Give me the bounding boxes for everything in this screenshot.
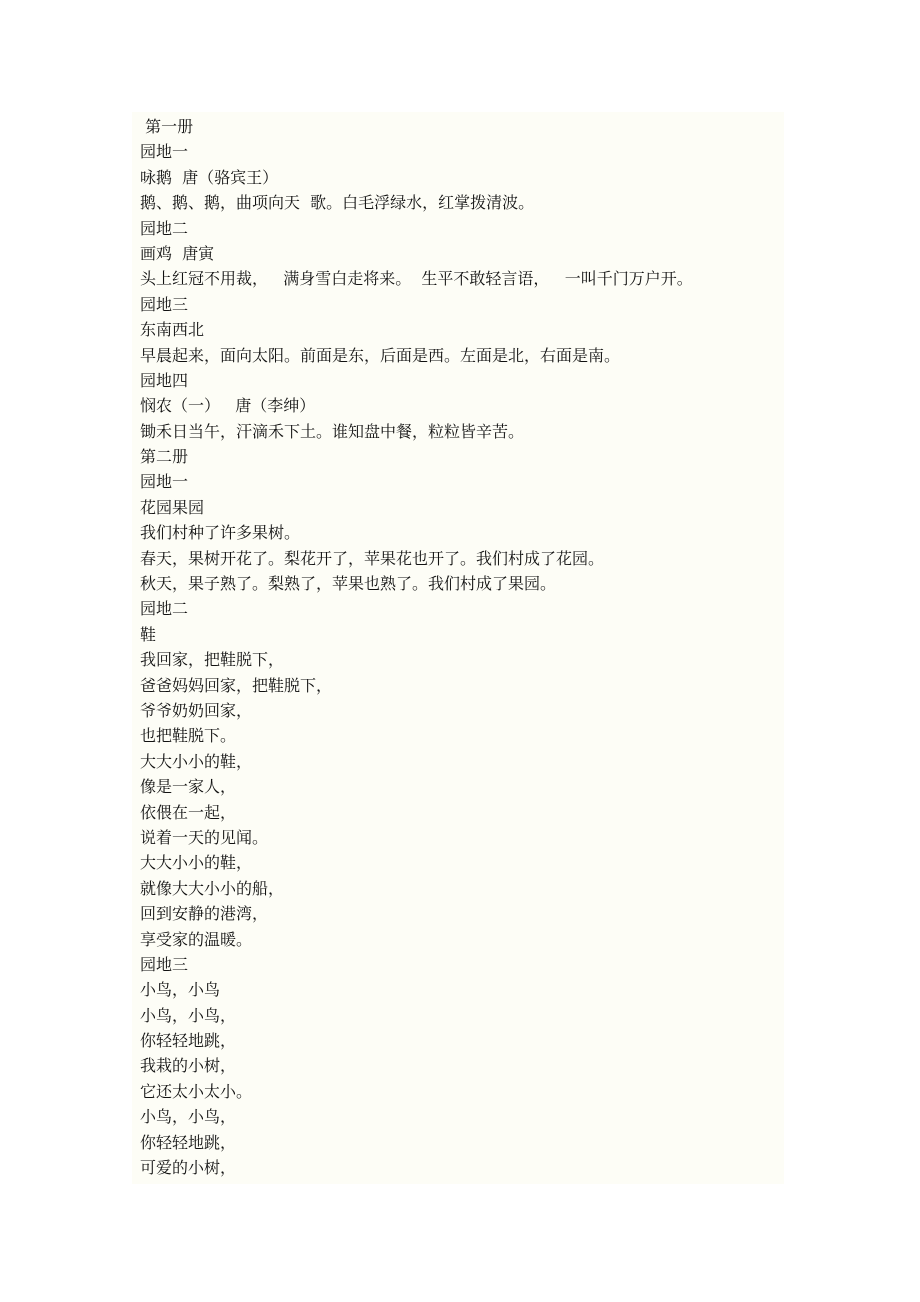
document-page — [132, 112, 784, 1184]
text-line: 小鸟，小鸟， — [140, 1005, 237, 1025]
text-line: 园地二 — [140, 218, 189, 238]
text-line: 鞋 — [140, 624, 157, 644]
text-line: 头上红冠不用裁， 满身雪白走将来。 生平不敢轻言语， 一叫千门万户开。 — [140, 269, 693, 289]
text-line: 园地三 — [140, 954, 189, 974]
text-line: 园地一 — [140, 142, 189, 162]
text-line: 小鸟，小鸟， — [140, 1107, 237, 1127]
text-line: 第一册 — [140, 117, 194, 136]
text-line: 依偎在一起， — [140, 802, 237, 822]
text-line: 锄禾日当午，汗滴禾下土。谁知盘中餐，粒粒皆辛苦。 — [140, 421, 525, 441]
text-line: 我们村种了许多果树。 — [140, 523, 301, 543]
text-line: 可爱的小树， — [140, 1158, 237, 1178]
text-line: 大大小小的鞋， — [140, 751, 253, 771]
text-line: 春天，果树开花了。梨花开了，苹果花也开了。我们村成了花园。 — [140, 548, 605, 568]
text-line: 你轻轻地跳， — [140, 1031, 237, 1051]
text-line: 像是一家人， — [140, 777, 237, 797]
text-line: 早晨起来，面向太阳。前面是东，后面是西。左面是北，右面是南。 — [140, 345, 621, 365]
text-line: 大大小小的鞋， — [140, 853, 253, 873]
text-line: 画鸡 唐寅 — [140, 243, 215, 263]
text-line: 你轻轻地跳， — [140, 1132, 237, 1152]
text-line: 我回家，把鞋脱下， — [140, 650, 285, 670]
text-line: 它还太小太小。 — [140, 1081, 253, 1101]
text-line: 也把鞋脱下。 — [140, 726, 237, 746]
text-line: 园地三 — [140, 294, 189, 314]
text-line: 花园果园 — [140, 497, 205, 517]
text-line: 回到安静的港湾， — [140, 904, 269, 924]
text-line: 园地一 — [140, 472, 189, 492]
text-line: 悯农（一） 唐（李绅） — [140, 396, 316, 416]
text-line: 园地二 — [140, 599, 189, 619]
text-line: 园地四 — [140, 370, 189, 390]
text-line: 就像大大小小的船， — [140, 878, 285, 898]
text-line: 爷爷奶奶回家， — [140, 700, 253, 720]
text-line: 咏鹅 唐（骆宾王） — [140, 167, 279, 187]
text-line: 秋天，果子熟了。梨熟了，苹果也熟了。我们村成了果园。 — [140, 574, 557, 594]
text-line: 我栽的小树， — [140, 1056, 237, 1076]
text-line: 鹅、鹅、鹅，曲项向天 歌。白毛浮绿水，红掌拨清波。 — [140, 193, 535, 213]
text-line: 第二册 — [140, 447, 189, 467]
text-line: 说着一天的见闻。 — [140, 827, 269, 847]
text-line: 东南西北 — [140, 320, 205, 340]
text-line: 爸爸妈妈回家，把鞋脱下， — [140, 675, 333, 695]
text-line: 享受家的温暖。 — [140, 929, 253, 949]
text-line: 小鸟，小鸟 — [140, 980, 221, 1000]
text-lines — [140, 114, 693, 1180]
